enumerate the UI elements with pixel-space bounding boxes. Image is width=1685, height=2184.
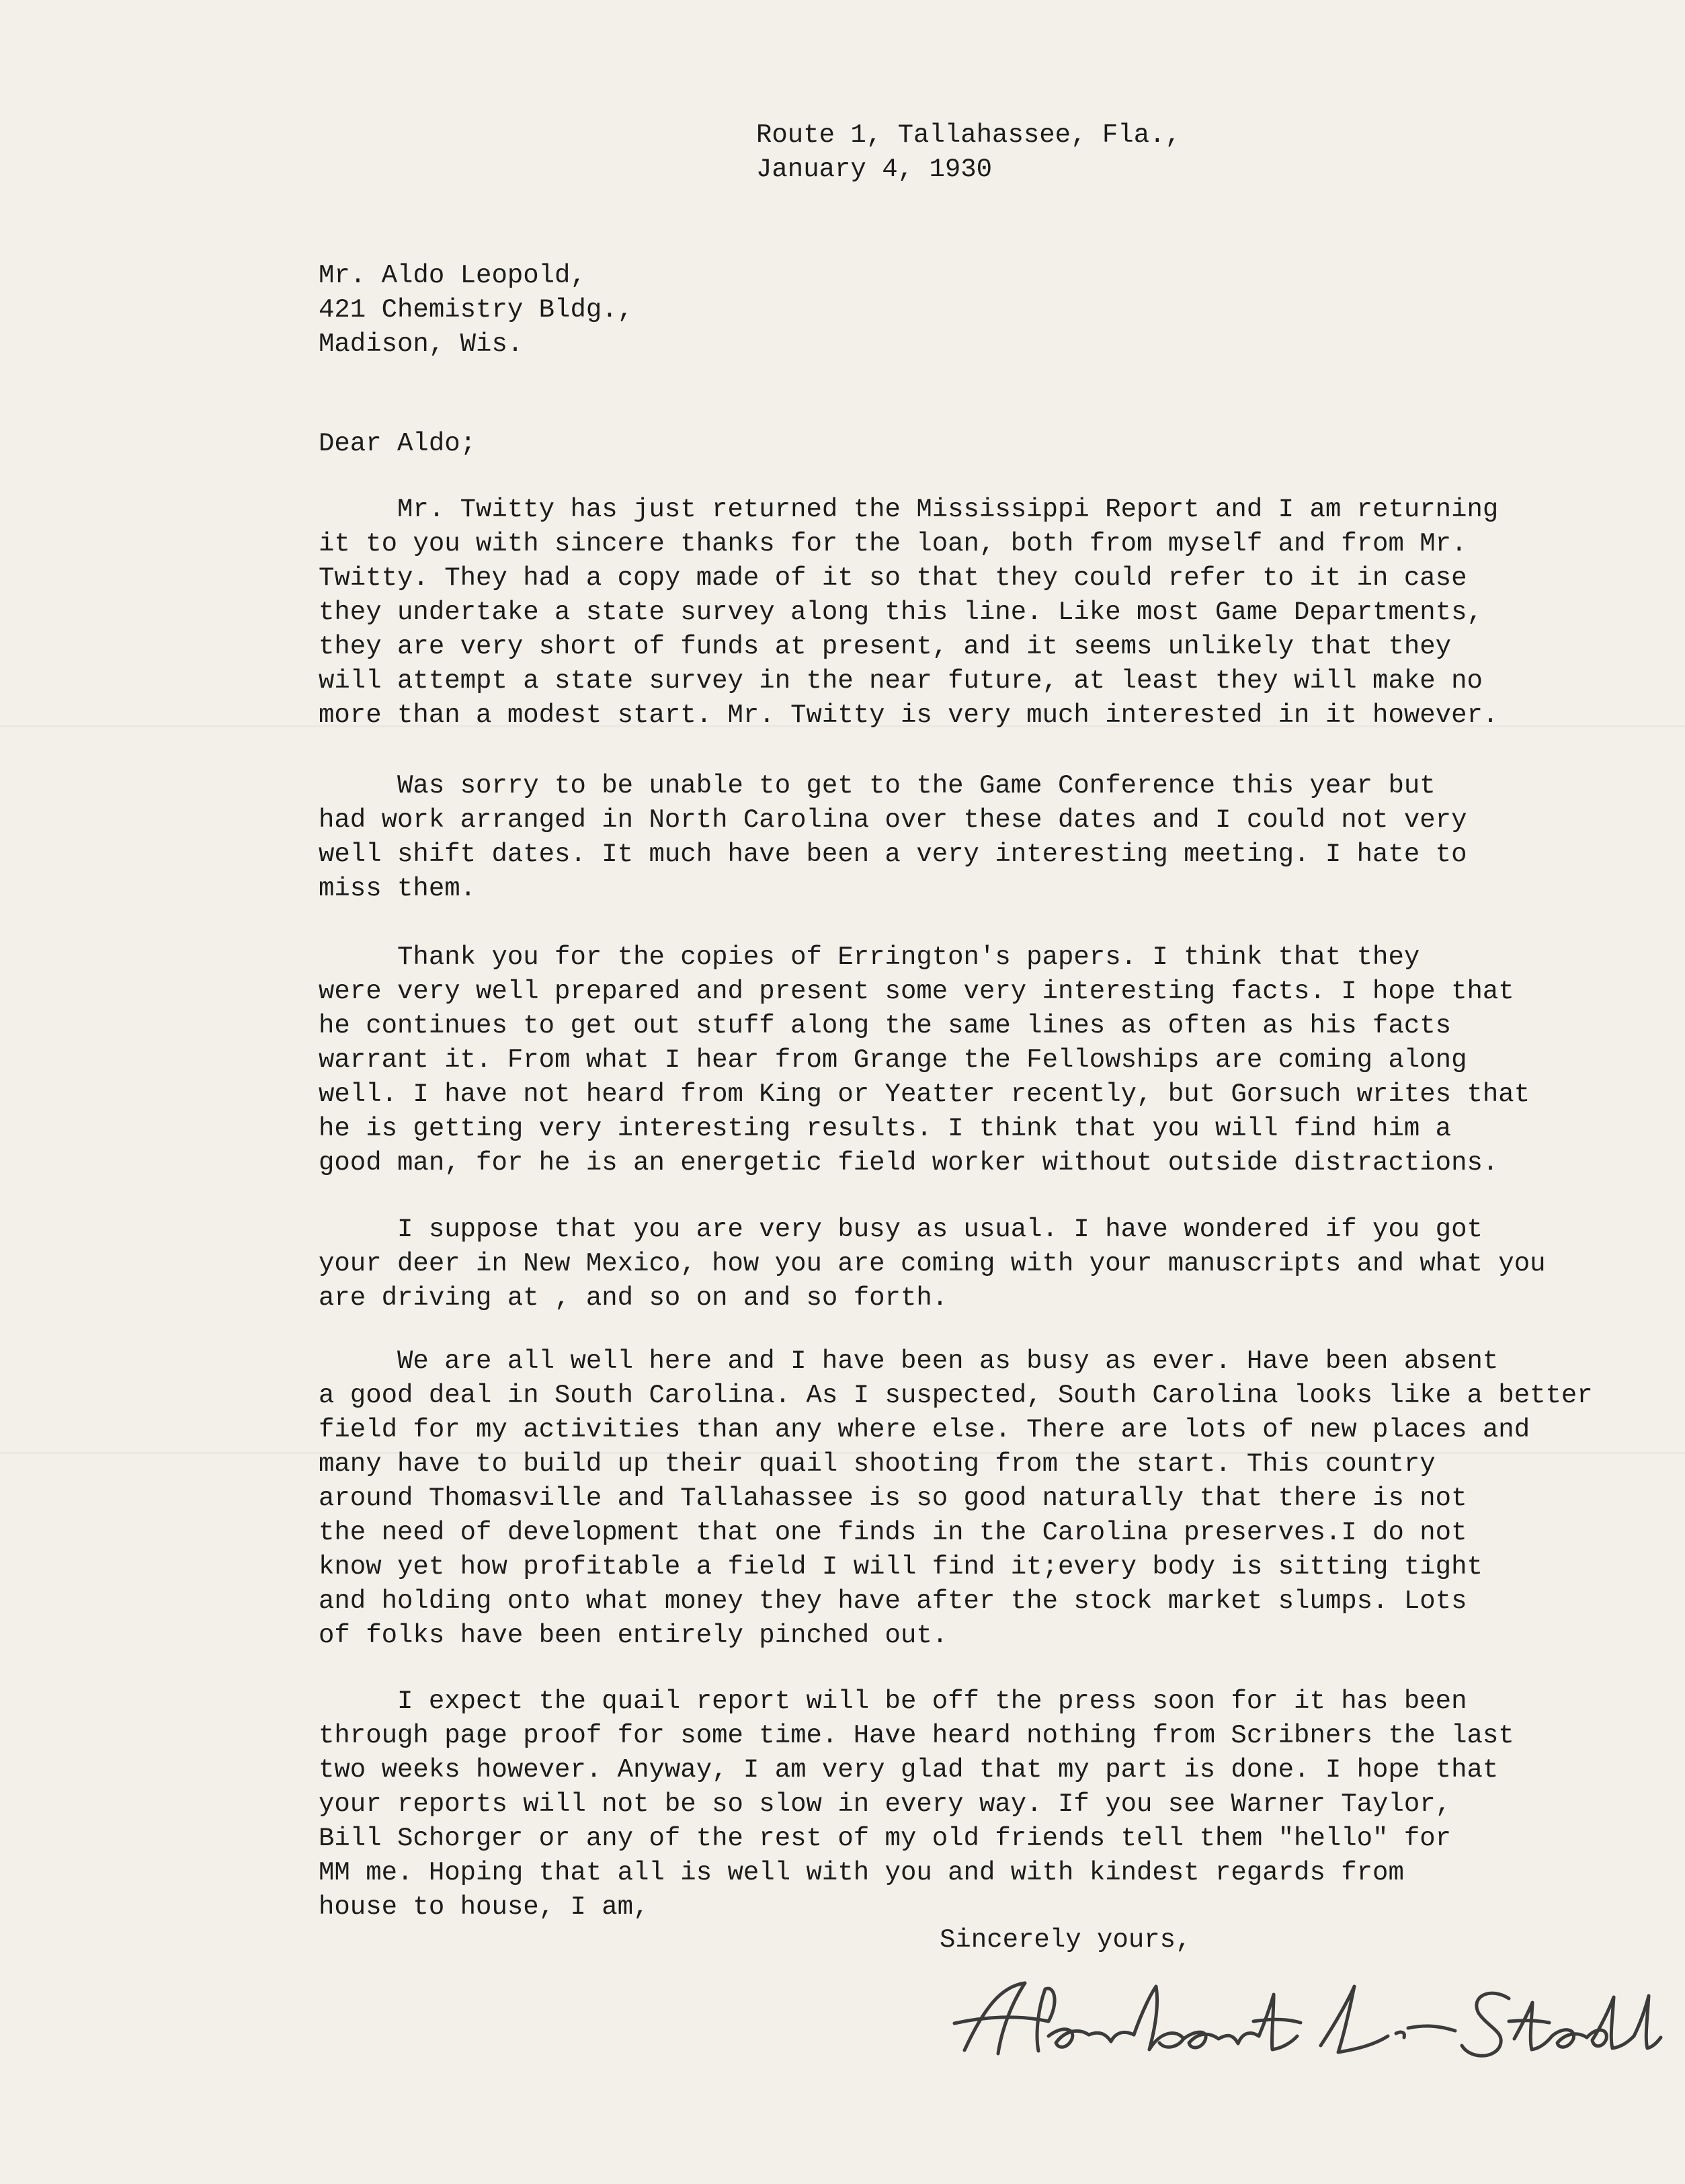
paragraph-line: well. I have not heard from King or Yeatter recently, but Gorsuch writes that <box>319 1080 1530 1109</box>
body-paragraph <box>319 493 1498 733</box>
paragraph-line: will attempt a state survey in the near future, at least they will make no <box>319 666 1483 696</box>
paragraph-line: Bill Schorger or any of the rest of my old friends tell them "hello" for <box>319 1824 1452 1853</box>
paragraph-line: they undertake a state survey along this line. Like most Game Departments, <box>319 598 1483 627</box>
paragraph-line: I suppose that you are very busy as usual. I have wondered if you got <box>319 1215 1483 1244</box>
paragraph-line: are driving at , and so on and so forth. <box>319 1283 948 1313</box>
handwritten-signature <box>938 1966 1663 2067</box>
paragraph-line: Thank you for the copies of Errington's papers. I think that they <box>319 942 1420 972</box>
paragraph-line: the need of development that one finds in the Carolina preserves.I do not <box>319 1518 1467 1547</box>
paragraph-line: through page proof for some time. Have heard nothing from Scribners the last <box>319 1721 1514 1750</box>
paragraph-line: your deer in New Mexico, how you are coming with your manuscripts and what you <box>319 1249 1546 1279</box>
closing: Sincerely yours, <box>940 1925 1192 1955</box>
recipient-address <box>319 259 633 362</box>
sender-address-line: Route 1, Tallahassee, Fla., <box>756 120 1181 150</box>
recipient-name: Mr. Aldo Leopold, <box>319 261 586 290</box>
salutation: Dear Aldo; <box>319 429 477 458</box>
paragraph-line: field for my activities than any where else. There are lots of new places and <box>319 1415 1530 1445</box>
body-paragraph <box>319 940 1530 1180</box>
paragraph-line: had work arranged in North Carolina over these dates and I could not very <box>319 805 1467 835</box>
letter-date: January 4, 1930 <box>756 155 993 184</box>
paragraph-line: well shift dates. It much have been a very interesting meeting. I hate to <box>319 840 1467 869</box>
paragraph-line: MM me. Hoping that all is well with you and with kindest regards from <box>319 1858 1404 1888</box>
body-paragraph <box>319 1685 1514 1925</box>
paragraph-line: more than a modest start. Mr. Twitty is very much interested in it however. <box>319 700 1499 730</box>
paragraph-line: and holding onto what money they have after the stock market slumps. Lots <box>319 1586 1467 1616</box>
paragraph-line: your reports will not be so slow in every way. If you see Warner Taylor, <box>319 1789 1452 1819</box>
sender-address <box>756 118 1181 187</box>
paragraph-line: two weeks however. Anyway, I am very glad that my part is done. I hope that <box>319 1755 1499 1785</box>
paragraph-line: a good deal in South Carolina. As I suspected, South Carolina looks like a better <box>319 1381 1593 1410</box>
paragraph-line: We are all well here and I have been as busy as ever. Have been absent <box>319 1346 1499 1376</box>
paragraph-line: around Thomasville and Tallahassee is so good naturally that there is not <box>319 1484 1467 1513</box>
paragraph-line: he continues to get out stuff along the same lines as often as his facts <box>319 1011 1452 1041</box>
paragraph-line: Twitty. They had a copy made of it so that they could refer to it in case <box>319 563 1467 593</box>
recipient-city: Madison, Wis. <box>319 329 524 359</box>
paragraph-line: know yet how profitable a field I will find it;every body is sitting tight <box>319 1552 1483 1582</box>
body-paragraph <box>319 1213 1546 1316</box>
paragraph-line: Mr. Twitty has just returned the Mississippi Report and I am returning <box>319 495 1499 524</box>
signature-graphic <box>938 1966 1663 2067</box>
paragraph-line: many have to build up their quail shooting from the start. This country <box>319 1449 1436 1479</box>
recipient-street: 421 Chemistry Bldg., <box>319 295 634 325</box>
body-paragraph <box>319 1344 1593 1653</box>
paragraph-line: I expect the quail report will be off the press soon for it has been <box>319 1687 1467 1716</box>
paragraph-line: they are very short of funds at present, and it seems unlikely that they <box>319 632 1452 661</box>
paragraph-line: Was sorry to be unable to get to the Game Conference this year but <box>319 771 1436 801</box>
paragraph-line: miss them. <box>319 874 477 903</box>
paragraph-line: good man, for he is an energetic field worker without outside distractions. <box>319 1148 1499 1178</box>
body-paragraph <box>319 769 1467 906</box>
paragraph-line: it to you with sincere thanks for the loan, both from myself and from Mr. <box>319 529 1467 559</box>
paragraph-line: warrant it. From what I hear from Grange the Fellowships are coming along <box>319 1045 1467 1075</box>
paragraph-line: of folks have been entirely pinched out. <box>319 1621 948 1650</box>
paragraph-line: were very well prepared and present some very interesting facts. I hope that <box>319 977 1514 1006</box>
paragraph-line: house to house, I am, <box>319 1892 649 1922</box>
paragraph-line: he is getting very interesting results. I think that you will find him a <box>319 1114 1452 1143</box>
